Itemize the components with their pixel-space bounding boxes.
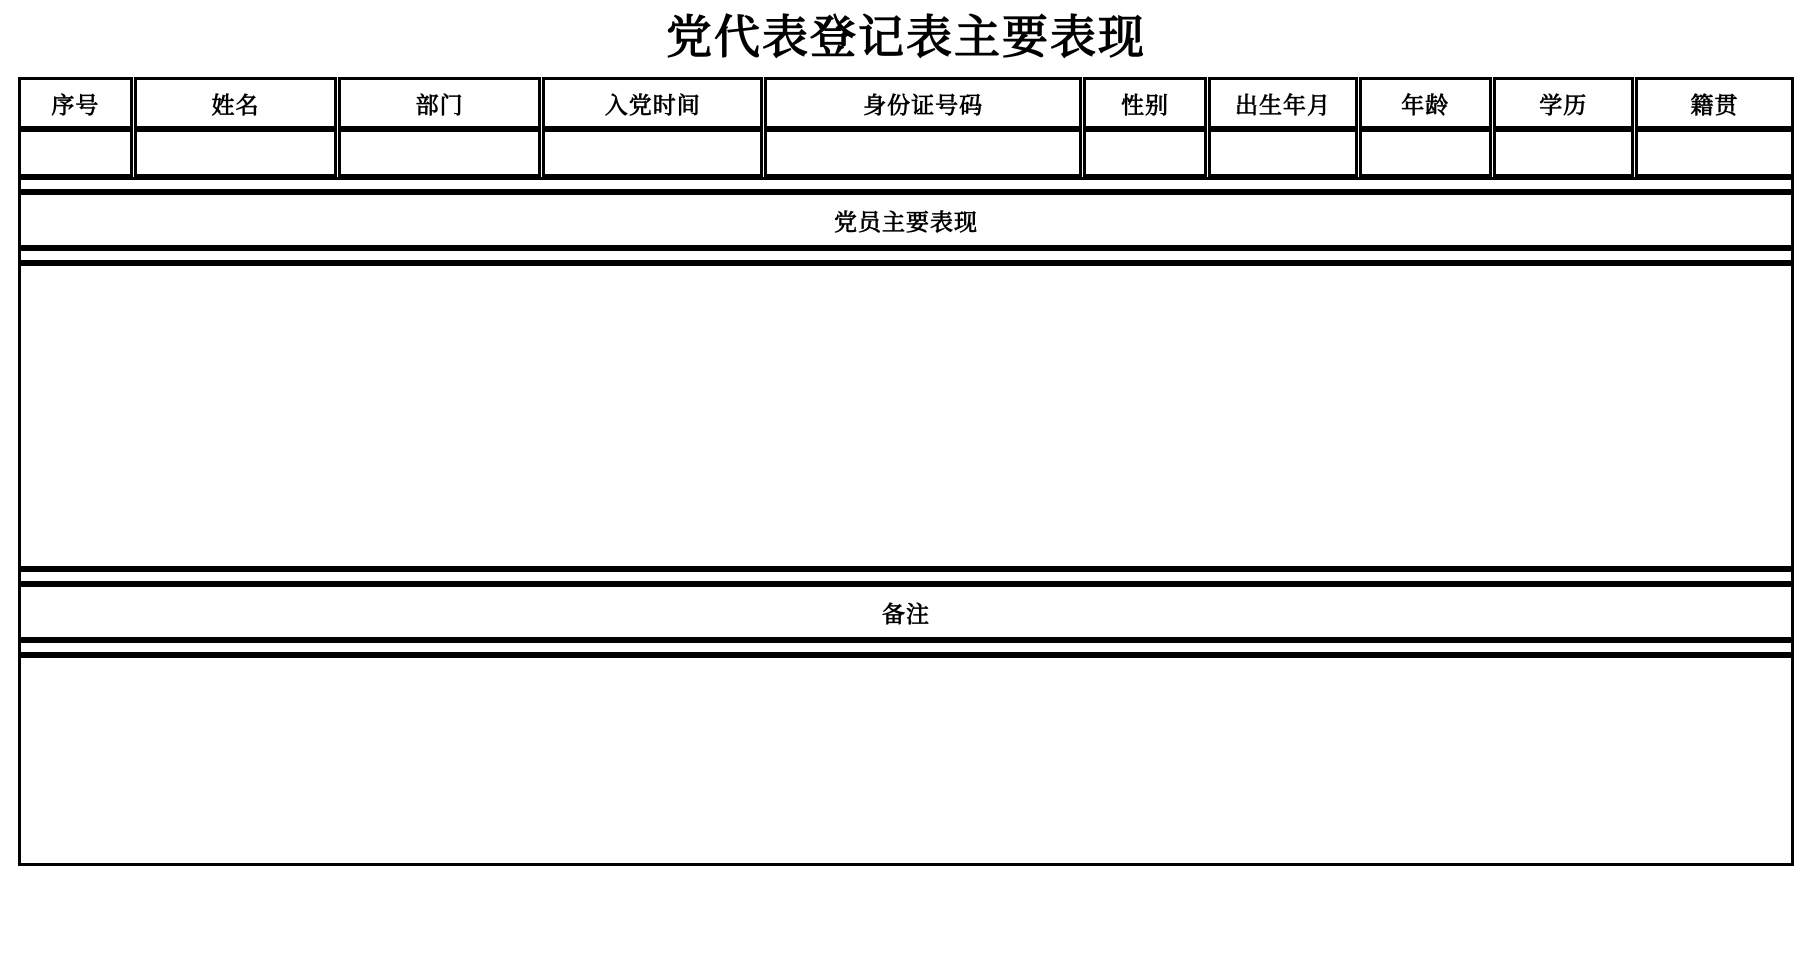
section-heading-performance: 党员主要表现 [18, 192, 1794, 248]
column-header-index: 序号 [18, 77, 133, 129]
page-title: 党代表登记表主要表现 [666, 10, 1146, 64]
section-body-remark[interactable] [18, 655, 1794, 866]
column-header-education: 学历 [1493, 77, 1634, 129]
form-table-container [0, 77, 1812, 866]
cell-gender[interactable] [1083, 129, 1207, 177]
row-spacer [18, 569, 1794, 584]
column-header-age: 年龄 [1359, 77, 1492, 129]
cell-origin[interactable] [1635, 129, 1794, 177]
section-body-row-remark [18, 655, 1794, 866]
column-header-birth-date: 出生年月 [1208, 77, 1358, 129]
cell-education[interactable] [1493, 129, 1634, 177]
section-heading-row-remark [18, 584, 1794, 640]
cell-age[interactable] [1359, 129, 1492, 177]
section-body-row-performance [18, 263, 1794, 569]
cell-id-number[interactable] [764, 129, 1082, 177]
column-header-gender: 性别 [1083, 77, 1207, 129]
row-spacer [18, 177, 1794, 192]
cell-join-date[interactable] [542, 129, 763, 177]
column-header-department: 部门 [338, 77, 541, 129]
section-body-performance[interactable] [18, 263, 1794, 569]
column-header-origin: 籍贯 [1635, 77, 1794, 129]
cell-department[interactable] [338, 129, 541, 177]
spacer-cell [18, 640, 1794, 655]
section-heading-remark: 备注 [18, 584, 1794, 640]
row-spacer [18, 248, 1794, 263]
column-header-id-number: 身份证号码 [764, 77, 1082, 129]
spacer-cell [18, 177, 1794, 192]
cell-name[interactable] [134, 129, 337, 177]
section-heading-row-performance [18, 192, 1794, 248]
cell-birth-date[interactable] [1208, 129, 1358, 177]
table-row [18, 129, 1794, 177]
registration-form-table [18, 77, 1794, 866]
cell-index[interactable] [18, 129, 133, 177]
row-spacer [18, 640, 1794, 655]
table-header-row [18, 77, 1794, 129]
column-header-name: 姓名 [134, 77, 337, 129]
spacer-cell [18, 248, 1794, 263]
spacer-cell [18, 569, 1794, 584]
column-header-join-date: 入党时间 [542, 77, 763, 129]
